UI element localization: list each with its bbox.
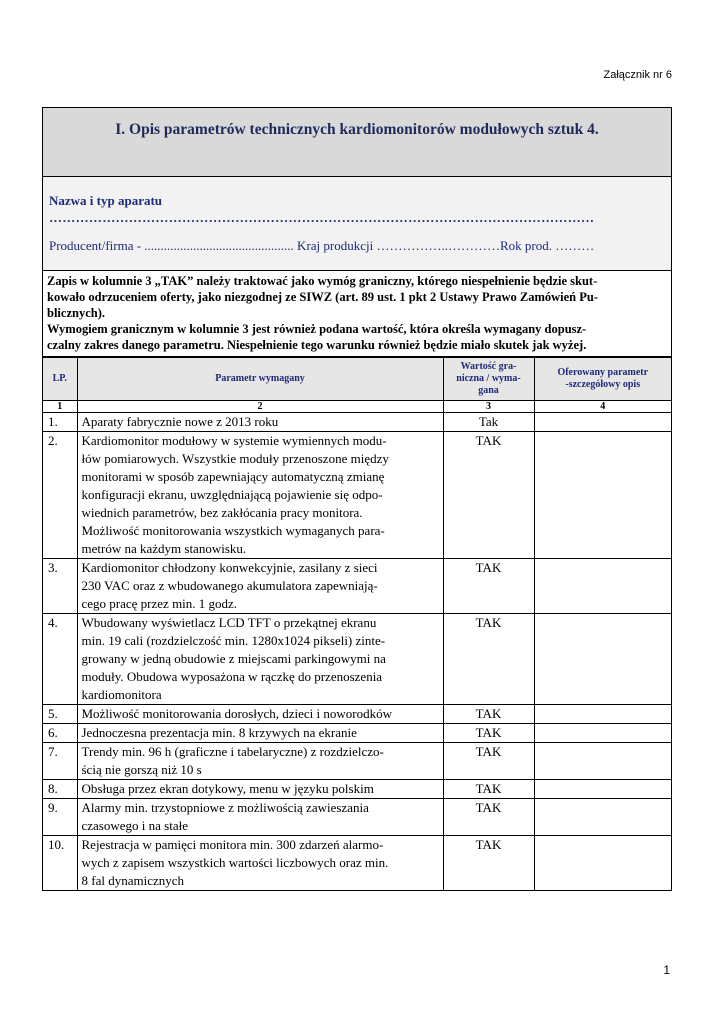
parameter-line: Kardiomonitor modułowy w systemie wymiennych modu- [81, 433, 387, 448]
table-row [43, 836, 671, 891]
row-required-value: TAK [443, 705, 534, 724]
row-required-value: TAK [443, 432, 534, 559]
col-number: 4 [534, 401, 671, 413]
parameter-line: min. 19 cali (rozdzielczość min. 1280x1024 pikseli) zinte- [81, 633, 386, 648]
parameter-line: growany w jedną obudowie z miejscami parkingowymi na [81, 651, 386, 666]
row-parameter [77, 614, 443, 705]
row-parameter [77, 799, 443, 836]
col-number: 1 [43, 401, 77, 413]
note-line: blicznych). [47, 306, 105, 320]
parameter-line: 230 VAC oraz z wbudowanego akumulatora zapewniają- [81, 578, 378, 593]
header-lp: LP. [43, 358, 77, 401]
row-number: 4. [43, 614, 77, 705]
header-value-line: niczna / wyma- [456, 373, 521, 384]
row-parameter [77, 724, 443, 743]
parameter-line: łów pomiarowych. Wszystkie moduły przenoszone między [81, 451, 389, 466]
row-required-value: Tak [443, 413, 534, 432]
row-number: 6. [43, 724, 77, 743]
col-number: 2 [77, 401, 443, 413]
annex-label: Załącznik nr 6 [603, 69, 672, 81]
table-row [43, 743, 671, 780]
row-required-value: TAK [443, 780, 534, 799]
header-offer-line: Oferowany parametr [557, 367, 649, 378]
row-offered-field[interactable] [534, 614, 671, 705]
table-row [43, 413, 671, 432]
header-value-line: gana [478, 385, 499, 396]
table-row [43, 780, 671, 799]
producer-line: Producent/firma - .............................................. Kraj produkcji ……………..…………Rok prod. ……… [49, 238, 595, 253]
header-value-line: Wartość gra- [460, 361, 517, 372]
parameter-line: wiednich parametrów, bez zakłócania pracy monitora. [81, 505, 363, 520]
table-row [43, 559, 671, 614]
parameter-line: wych z zapisem wszystkich wartości liczbowych oraz min. [81, 855, 389, 870]
row-parameter [77, 743, 443, 780]
row-offered-field[interactable] [534, 432, 671, 559]
row-required-value: TAK [443, 724, 534, 743]
row-number: 8. [43, 780, 77, 799]
parameter-line: Jednoczesna prezentacja min. 8 krzywych na ekranie [81, 725, 357, 740]
spec-form [42, 107, 672, 891]
table-body [43, 413, 671, 891]
device-name-label: Nazwa i typ aparatu [49, 193, 163, 208]
header-parameter: Parametr wymagany [77, 358, 443, 401]
parameter-line: Rejestracja w pamięci monitora min. 300 zdarzeń alarmo- [81, 837, 384, 852]
row-offered-field[interactable] [534, 705, 671, 724]
row-number: 5. [43, 705, 77, 724]
row-number: 10. [43, 836, 77, 891]
parameter-line: cego pracę przez min. 1 godz. [81, 596, 238, 611]
note-line: Zapis w kolumnie 3 „TAK” należy traktować jako wymóg graniczny, którego niespełnienie będzie skut- [47, 274, 598, 288]
parameter-line: Kardiomonitor chłodzony konwekcyjnie, zasilany z sieci [81, 560, 378, 575]
device-info [43, 177, 671, 271]
page-number: 1 [663, 963, 670, 977]
table-row [43, 614, 671, 705]
row-parameter [77, 780, 443, 799]
parameter-line: Alarmy min. trzystopniowe z możliwością zawieszania [81, 800, 369, 815]
row-parameter [77, 413, 443, 432]
document-title: I. Opis parametrów technicznych kardiomonitorów modułowych sztuk 4. [115, 121, 599, 138]
row-offered-field[interactable] [534, 413, 671, 432]
row-required-value: TAK [443, 836, 534, 891]
row-required-value: TAK [443, 559, 534, 614]
parameter-line: czasowego i na stałe [81, 818, 188, 833]
requirements-note [43, 271, 671, 357]
row-number: 9. [43, 799, 77, 836]
table-row [43, 724, 671, 743]
table-row [43, 705, 671, 724]
row-parameter [77, 432, 443, 559]
device-name-field: …………………………………………………………………………………………………………… [49, 210, 595, 225]
parameter-line: Możliwość monitorowania dorosłych, dzieci i noworodków [81, 706, 392, 721]
parameter-line: konfiguracji ekranu, uwzględniającą pojawienie się odpo- [81, 487, 383, 502]
parameter-line: kardiomonitora [81, 687, 162, 702]
row-offered-field[interactable] [534, 559, 671, 614]
title-box [43, 108, 671, 177]
parameters-table [43, 357, 671, 890]
row-parameter [77, 559, 443, 614]
row-required-value: TAK [443, 799, 534, 836]
parameter-line: metrów na każdym stanowisku. [81, 541, 247, 556]
row-number: 2. [43, 432, 77, 559]
header-offer-line: -szczegółowy opis [565, 379, 641, 390]
parameter-line: 8 fal dynamicznych [81, 873, 185, 888]
note-line: kowało odrzuceniem oferty, jako niezgodnej ze SIWZ (art. 89 ust. 1 pkt 2 Ustawy Prawo Zamówień Pu- [47, 290, 599, 304]
header-offer [534, 358, 671, 401]
row-offered-field[interactable] [534, 780, 671, 799]
row-offered-field[interactable] [534, 836, 671, 891]
row-number: 7. [43, 743, 77, 780]
row-number: 1. [43, 413, 77, 432]
note-line: czalny zakres danego parametru. Niespełnienie tego warunku również będzie miało skutek jak wyżej. [47, 338, 587, 352]
parameter-line: Możliwość monitorowania wszystkich wymaganych para- [81, 523, 385, 538]
header-value [443, 358, 534, 401]
row-required-value: TAK [443, 743, 534, 780]
row-parameter [77, 705, 443, 724]
parameter-line: Obsługa przez ekran dotykowy, menu w języku polskim [81, 781, 374, 796]
row-required-value: TAK [443, 614, 534, 705]
row-offered-field[interactable] [534, 724, 671, 743]
parameter-line: Aparaty fabrycznie nowe z 2013 roku [81, 414, 279, 429]
row-number: 3. [43, 559, 77, 614]
parameter-line: moduły. Obudowa wyposażona w rączkę do przenoszenia [81, 669, 383, 684]
row-offered-field[interactable] [534, 743, 671, 780]
row-offered-field[interactable] [534, 799, 671, 836]
parameter-line: Wbudowany wyświetlacz LCD TFT o przekątnej ekranu [81, 615, 377, 630]
table-row [43, 432, 671, 559]
parameter-line: ścią nie gorszą niż 10 s [81, 762, 202, 777]
parameter-line: Trendy min. 96 h (graficzne i tabelaryczne) z rozdzielczo- [81, 744, 384, 759]
col-number: 3 [443, 401, 534, 413]
note-line: Wymogiem granicznym w kolumnie 3 jest również podana wartość, która określa wymagany dopusz- [47, 322, 587, 336]
table-row [43, 799, 671, 836]
row-parameter [77, 836, 443, 891]
parameter-line: monitorami w sposób zapewniający automatyczną zmianę [81, 469, 385, 484]
